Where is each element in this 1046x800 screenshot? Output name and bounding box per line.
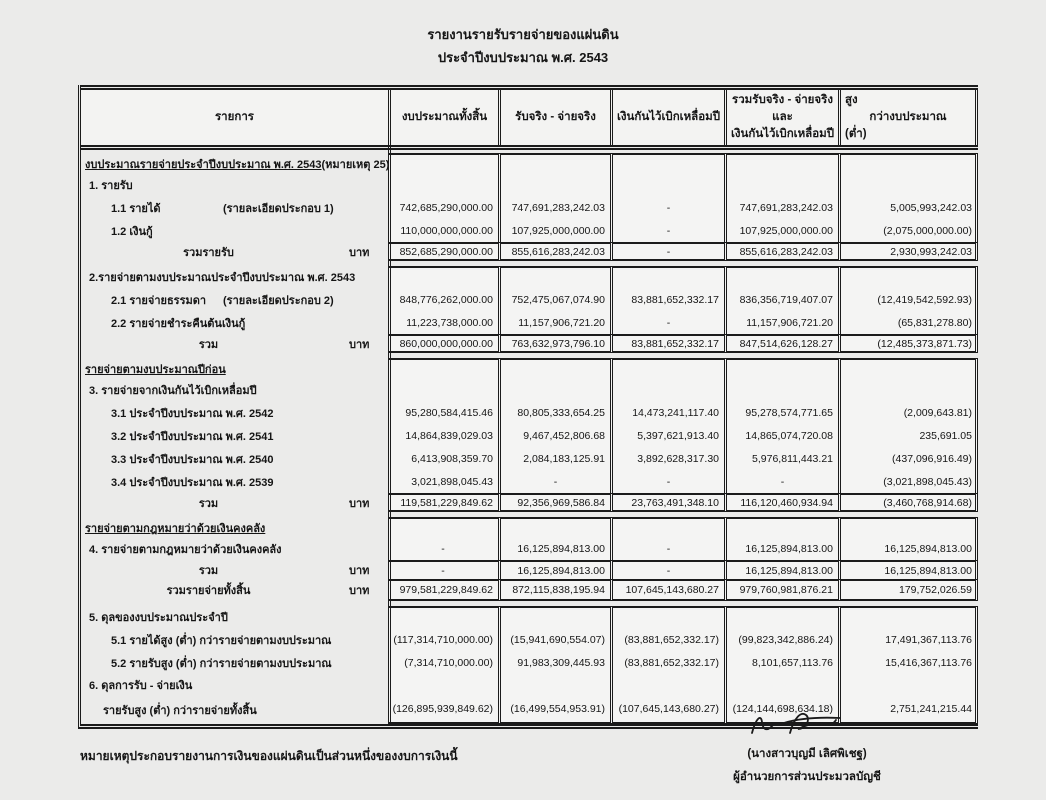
cell-value bbox=[498, 674, 610, 696]
cell-value bbox=[724, 358, 838, 379]
table-row bbox=[81, 311, 978, 334]
cell-value: (2,009,643.81) bbox=[838, 401, 978, 424]
cell-value: 979,760,981,876.21 bbox=[724, 579, 838, 601]
cell-value: 742,685,290,000.00 bbox=[388, 196, 498, 219]
cell-value: 119,581,229,849.62 bbox=[388, 493, 498, 512]
cell-value: 11,223,738,000.00 bbox=[388, 311, 498, 334]
row-label: รวม บาท bbox=[81, 334, 388, 353]
cell-value: 2,930,993,242.03 bbox=[838, 242, 978, 261]
table-row bbox=[81, 424, 978, 447]
cell-value bbox=[388, 517, 498, 538]
row-label: 3.2 ประจำปีงบประมาณ พ.ศ. 2541 bbox=[111, 430, 274, 443]
unit-label: บาท bbox=[349, 338, 370, 351]
cell-value: - bbox=[610, 470, 724, 493]
cell-value: - bbox=[724, 470, 838, 493]
column-header-total-budget: งบประมาณทั้งสิ้น bbox=[388, 90, 498, 145]
table-row bbox=[81, 538, 978, 560]
cell-value: (83,881,652,332.17) bbox=[610, 628, 724, 651]
table-row bbox=[81, 401, 978, 424]
cell-value: 16,125,894,813.00 bbox=[838, 560, 978, 579]
cell-value: 116,120,460,934.94 bbox=[724, 493, 838, 512]
cell-value: 14,473,241,117.40 bbox=[610, 401, 724, 424]
cell-value: 855,616,283,242.03 bbox=[724, 242, 838, 261]
cell-value: 860,000,000,000.00 bbox=[388, 334, 498, 353]
cell-value: 5,976,811,443.21 bbox=[724, 447, 838, 470]
cell-value: (12,419,542,592.93) bbox=[838, 288, 978, 311]
cell-value: (124,144,698,634.18) bbox=[724, 696, 838, 724]
table-row bbox=[81, 219, 978, 242]
cell-value: 16,125,894,813.00 bbox=[724, 560, 838, 579]
cell-value: 855,616,283,242.03 bbox=[498, 242, 610, 261]
cell-value bbox=[724, 174, 838, 196]
row-label: 3.3 ประจำปีงบประมาณ พ.ศ. 2540 bbox=[111, 453, 274, 466]
cell-value: 836,356,719,407.07 bbox=[724, 288, 838, 311]
cell-value bbox=[498, 517, 610, 538]
handwritten-signature bbox=[746, 706, 866, 744]
cell-value: 17,491,367,113.76 bbox=[838, 628, 978, 651]
cell-value: (3,460,768,914.68) bbox=[838, 493, 978, 512]
cell-value bbox=[388, 379, 498, 401]
table-row bbox=[81, 579, 978, 601]
cell-value: 110,000,000,000.00 bbox=[388, 219, 498, 242]
cell-value bbox=[724, 517, 838, 538]
unit-label: บาท bbox=[349, 497, 370, 510]
row-label: 4. รายจ่ายตามกฎหมายว่าด้วยเงินคงคลัง bbox=[89, 544, 282, 556]
cell-value: 5,397,621,913.40 bbox=[610, 424, 724, 447]
row-label: รายจ่ายตามกฎหมายว่าด้วยเงินคงคลัง bbox=[85, 522, 266, 535]
cell-value: 16,125,894,813.00 bbox=[498, 538, 610, 560]
cell-value bbox=[610, 266, 724, 288]
row-label: 5.1 รายได้สูง (ต่ำ) กว่ารายจ่ายตามงบประมาณ bbox=[111, 634, 332, 647]
column-divider bbox=[388, 147, 391, 724]
cell-value: 848,776,262,000.00 bbox=[388, 288, 498, 311]
cell-value: 15,416,367,113.76 bbox=[838, 651, 978, 674]
cell-value: (437,096,916.49) bbox=[838, 447, 978, 470]
cell-value: 235,691.05 bbox=[838, 424, 978, 447]
cell-value bbox=[388, 266, 498, 288]
table-header-row bbox=[81, 85, 978, 150]
column-header-actual-receipts-payments: รับจริง - จ่ายจริง bbox=[498, 90, 610, 145]
cell-value: 83,881,652,332.17 bbox=[610, 334, 724, 353]
table-row bbox=[81, 379, 978, 401]
cell-value: 80,805,333,654.25 bbox=[498, 401, 610, 424]
cell-value bbox=[610, 358, 724, 379]
table-row bbox=[81, 174, 978, 196]
cell-value: - bbox=[610, 196, 724, 219]
report-table bbox=[78, 85, 978, 729]
cell-value: - bbox=[610, 242, 724, 261]
table-row bbox=[81, 470, 978, 493]
row-label: 1.2 เงินกู้ bbox=[111, 225, 153, 238]
cell-value: 979,581,229,849.62 bbox=[388, 579, 498, 601]
cell-value bbox=[838, 517, 978, 538]
cell-value: (107,645,143,680.27) bbox=[610, 696, 724, 724]
cell-value bbox=[498, 174, 610, 196]
row-label: รวมรายรับ บาท bbox=[81, 242, 388, 261]
table-row bbox=[81, 628, 978, 651]
cell-value bbox=[610, 153, 724, 174]
table-row bbox=[81, 334, 978, 353]
cell-value: (99,823,342,886.24) bbox=[724, 628, 838, 651]
cell-value: - bbox=[610, 311, 724, 334]
cell-value bbox=[498, 358, 610, 379]
signer-title: ผู้อำนวยการส่วนประมวลบัญชี bbox=[733, 771, 881, 783]
cell-value bbox=[838, 174, 978, 196]
signer-name: (นางสาวบุญมี เลิศพิเชฐ) bbox=[747, 748, 867, 760]
row-label: รายรับสูง (ต่ำ) กว่ารายจ่ายทั้งสิ้น bbox=[103, 705, 257, 717]
row-label: 5.2 รายรับสูง (ต่ำ) กว่ารายจ่ายตามงบประมาณ bbox=[111, 657, 332, 670]
row-note: (รายละเอียดประกอบ 1) bbox=[223, 202, 334, 215]
column-header-items: รายการ bbox=[81, 90, 388, 145]
cell-value bbox=[610, 379, 724, 401]
cell-value bbox=[388, 606, 498, 628]
table-body bbox=[81, 150, 978, 724]
cell-value bbox=[838, 379, 978, 401]
cell-value: 83,881,652,332.17 bbox=[610, 288, 724, 311]
cell-value bbox=[498, 379, 610, 401]
cell-value bbox=[724, 379, 838, 401]
column-header-total-actual-and-carryover: รวมรับจริง - จ่ายจริง และ เงินกันไว้เบิกเหลื่อมปี bbox=[724, 90, 838, 145]
row-label: 2.1 รายจ่ายธรรมดา (รายละเอียดประกอบ 2) bbox=[81, 288, 388, 311]
table-row bbox=[81, 153, 978, 174]
cell-value bbox=[388, 358, 498, 379]
row-note: (รายละเอียดประกอบ 2) bbox=[223, 294, 334, 307]
cell-value bbox=[724, 606, 838, 628]
column-header-over-under-budget: สูง กว่างบประมาณ (ต่ำ) bbox=[838, 90, 978, 145]
cell-value: (7,314,710,000.00) bbox=[388, 651, 498, 674]
cell-value: 95,280,584,415.46 bbox=[388, 401, 498, 424]
cell-value: 763,632,973,796.10 bbox=[498, 334, 610, 353]
cell-value: (83,881,652,332.17) bbox=[610, 651, 724, 674]
cell-value bbox=[388, 153, 498, 174]
cell-value bbox=[498, 153, 610, 174]
cell-value: 16,125,894,813.00 bbox=[498, 560, 610, 579]
table-row bbox=[81, 517, 978, 538]
cell-value: (117,314,710,000.00) bbox=[388, 628, 498, 651]
row-label: 6. ดุลการรับ - จ่ายเงิน bbox=[89, 680, 193, 692]
cell-value bbox=[724, 266, 838, 288]
cell-value: (65,831,278.80) bbox=[838, 311, 978, 334]
table-row bbox=[81, 242, 978, 261]
row-label: 2.รายจ่ายตามงบประมาณประจำปีงบประมาณ พ.ศ. 2543 bbox=[89, 272, 356, 284]
row-label: 3.1 ประจำปีงบประมาณ พ.ศ. 2542 bbox=[111, 407, 274, 420]
cell-value: 107,645,143,680.27 bbox=[610, 579, 724, 601]
cell-value: 852,685,290,000.00 bbox=[388, 242, 498, 261]
cell-value: 9,467,452,806.68 bbox=[498, 424, 610, 447]
row-label: รวม บาท bbox=[81, 560, 388, 579]
footnote: หมายเหตุประกอบรายงานการเงินของแผ่นดินเป็นส่วนหนึ่งของงบการเงินนี้ bbox=[80, 749, 458, 763]
unit-label: บาท bbox=[349, 564, 370, 577]
cell-value: - bbox=[610, 560, 724, 579]
cell-value: (3,021,898,045.43) bbox=[838, 470, 978, 493]
table-section bbox=[81, 153, 978, 261]
unit-label: บาท bbox=[349, 585, 370, 597]
cell-value: - bbox=[498, 470, 610, 493]
table-row bbox=[81, 358, 978, 379]
table-section bbox=[81, 358, 978, 512]
cell-value: 95,278,574,771.65 bbox=[724, 401, 838, 424]
cell-value bbox=[838, 153, 978, 174]
cell-value bbox=[388, 674, 498, 696]
page-title: รายงานรายรับรายจ่ายของแผ่นดิน bbox=[427, 27, 619, 42]
row-label: รายจ่ายตามงบประมาณปีก่อน bbox=[85, 363, 226, 376]
cell-value bbox=[610, 174, 724, 196]
cell-value: 3,021,898,045.43 bbox=[388, 470, 498, 493]
cell-value bbox=[724, 153, 838, 174]
cell-value bbox=[498, 606, 610, 628]
table-row bbox=[81, 674, 978, 696]
row-label: งบประมาณรายจ่ายประจำปีงบประมาณ พ.ศ. 2543 (หมายเหตุ 25) bbox=[85, 158, 390, 171]
cell-value bbox=[388, 174, 498, 196]
table-row bbox=[81, 493, 978, 512]
cell-value: 3,892,628,317.30 bbox=[610, 447, 724, 470]
cell-value: 11,157,906,721.20 bbox=[498, 311, 610, 334]
row-label: 1.1 รายได้ (รายละเอียดประกอบ 1) bbox=[81, 196, 388, 219]
cell-value bbox=[838, 674, 978, 696]
cell-value: 107,925,000,000.00 bbox=[498, 219, 610, 242]
cell-value: 11,157,906,721.20 bbox=[724, 311, 838, 334]
cell-value bbox=[838, 266, 978, 288]
cell-value bbox=[724, 674, 838, 696]
cell-value: (2,075,000,000.00) bbox=[838, 219, 978, 242]
cell-value: 16,125,894,813.00 bbox=[838, 538, 978, 560]
cell-value: (15,941,690,554.07) bbox=[498, 628, 610, 651]
cell-value: 5,005,993,242.03 bbox=[838, 196, 978, 219]
column-header-carryover-funds: เงินกันไว้เบิกเหลื่อมปี bbox=[610, 90, 724, 145]
row-label: 3.4 ประจำปีงบประมาณ พ.ศ. 2539 bbox=[111, 476, 274, 489]
cell-value: 14,865,074,720.08 bbox=[724, 424, 838, 447]
cell-value bbox=[610, 606, 724, 628]
cell-value: 747,691,283,242.03 bbox=[724, 196, 838, 219]
cell-value: 2,751,241,215.44 bbox=[838, 696, 978, 724]
table-row bbox=[81, 560, 978, 579]
table-row bbox=[81, 651, 978, 674]
cell-value: 23,763,491,348.10 bbox=[610, 493, 724, 512]
cell-value: - bbox=[388, 560, 498, 579]
row-label: 3. รายจ่ายจากเงินกันไว้เบิกเหลื่อมปี bbox=[89, 385, 257, 397]
unit-label: บาท bbox=[349, 246, 370, 259]
cell-value bbox=[610, 517, 724, 538]
cell-value: 752,475,067,074.90 bbox=[498, 288, 610, 311]
cell-value: (126,895,939,849.62) bbox=[388, 696, 498, 724]
cell-value: 6,413,908,359.70 bbox=[388, 447, 498, 470]
table-row bbox=[81, 196, 978, 219]
cell-value: 2,084,183,125.91 bbox=[498, 447, 610, 470]
table-row bbox=[81, 288, 978, 311]
cell-value: 14,864,839,029.03 bbox=[388, 424, 498, 447]
row-label: 5. ดุลของงบประมาณประจำปี bbox=[89, 612, 228, 624]
cell-value: 92,356,969,586.84 bbox=[498, 493, 610, 512]
row-label: รวม บาท bbox=[81, 493, 388, 512]
cell-value: 16,125,894,813.00 bbox=[724, 538, 838, 560]
cell-value: 8,101,657,113.76 bbox=[724, 651, 838, 674]
page-subtitle: ประจำปีงบประมาณ พ.ศ. 2543 bbox=[437, 50, 609, 65]
cell-value bbox=[498, 266, 610, 288]
cell-value bbox=[610, 674, 724, 696]
cell-value: 179,752,026.59 bbox=[838, 579, 978, 601]
cell-value: 747,691,283,242.03 bbox=[498, 196, 610, 219]
cell-value bbox=[838, 358, 978, 379]
cell-value: 107,925,000,000.00 bbox=[724, 219, 838, 242]
cell-value: - bbox=[610, 538, 724, 560]
cell-value: 91,983,309,445.93 bbox=[498, 651, 610, 674]
row-label: 2.2 รายจ่ายชำระคืนต้นเงินกู้ bbox=[111, 317, 246, 330]
cell-value: - bbox=[610, 219, 724, 242]
table-section bbox=[81, 517, 978, 601]
row-label: รวมรายจ่ายทั้งสิ้น บาท bbox=[81, 579, 388, 601]
table-row bbox=[81, 606, 978, 628]
table-section bbox=[81, 266, 978, 353]
row-label: 1. รายรับ bbox=[89, 180, 133, 192]
cell-value: 847,514,626,128.27 bbox=[724, 334, 838, 353]
cell-value: - bbox=[388, 538, 498, 560]
cell-value: 872,115,838,195.94 bbox=[498, 579, 610, 601]
table-row bbox=[81, 266, 978, 288]
table-row bbox=[81, 447, 978, 470]
cell-value bbox=[838, 606, 978, 628]
cell-value: (12,485,373,871.73) bbox=[838, 334, 978, 353]
cell-value: (16,499,554,953.91) bbox=[498, 696, 610, 724]
